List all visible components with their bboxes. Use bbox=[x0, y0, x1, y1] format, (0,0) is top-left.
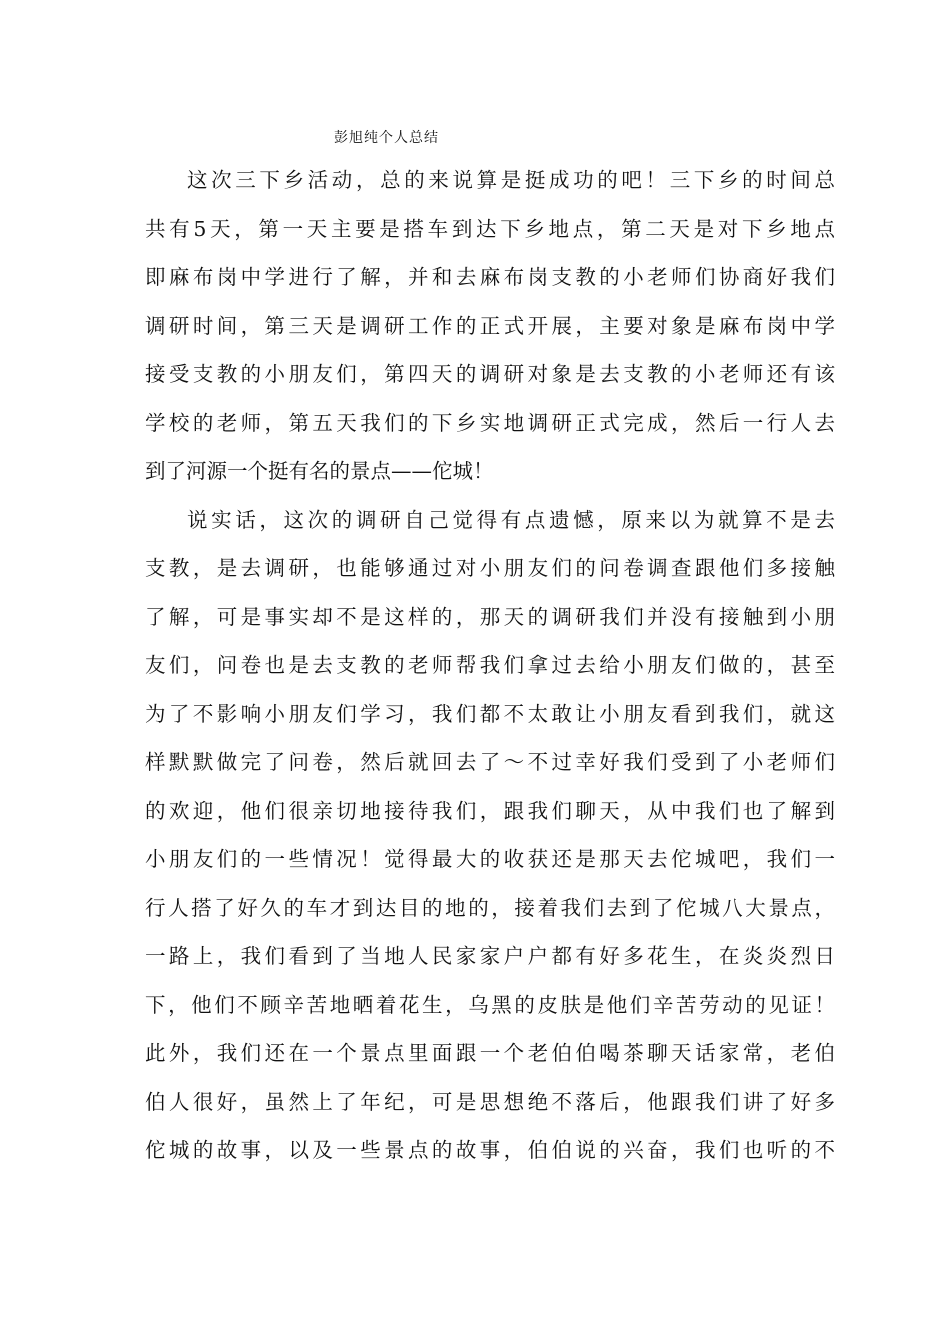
text-line: 共有5天，第一天主要是搭车到达下乡地点，第二天是对下乡地点 bbox=[145, 216, 835, 241]
text-line: 接受支教的小朋友们，第四天的调研对象是去支教的小老师还有该 bbox=[145, 362, 835, 386]
text-line: 此外，我们还在一个景点里面跟一个老伯伯喝茶聊天话家常，老伯 bbox=[145, 1041, 835, 1065]
document-title: 彭旭纯个人总结 bbox=[334, 130, 439, 146]
text-line: 行人搭了好久的车才到达目的地的，接着我们去到了佗城八大景点， bbox=[145, 895, 835, 920]
text-line: 学校的老师，第五天我们的下乡实地调研正式完成，然后一行人去 bbox=[145, 410, 835, 435]
text-line: 说实话，这次的调研自己觉得有点遗憾，原来以为就算不是去 bbox=[187, 507, 835, 532]
document-body bbox=[145, 156, 835, 1175]
text-line: 支教，是去调研，也能够通过对小朋友们的问卷调查跟他们多接触 bbox=[145, 556, 835, 580]
text-line: 到了河源一个挺有名的景点——佗城！ bbox=[145, 459, 494, 483]
paragraph-2 bbox=[145, 496, 835, 1175]
text-line: 小朋友们的一些情况！觉得最大的收获还是那天去佗城吧，我们一 bbox=[145, 847, 835, 871]
text-line: 样默默做完了问卷，然后就回去了～不过幸好我们受到了小老师们 bbox=[145, 750, 835, 774]
text-line: 的欢迎，他们很亲切地接待我们，跟我们聊天，从中我们也了解到 bbox=[145, 798, 835, 823]
text-line: 佗城的故事，以及一些景点的故事，伯伯说的兴奋，我们也听的不 bbox=[145, 1138, 835, 1162]
text-line: 友们，问卷也是去支教的老师帮我们拿过去给小朋友们做的，甚至 bbox=[145, 653, 835, 677]
text-line: 伯人很好，虽然上了年纪，可是思想绝不落后，他跟我们讲了好多 bbox=[145, 1089, 835, 1114]
text-line: 为了不影响小朋友们学习，我们都不太敢让小朋友看到我们，就这 bbox=[145, 701, 835, 726]
text-line: 了解，可是事实却不是这样的，那天的调研我们并没有接触到小朋 bbox=[145, 604, 835, 629]
text-line: 一路上，我们看到了当地人民家家户户都有好多花生，在炎炎烈日 bbox=[145, 944, 835, 968]
paragraph-1 bbox=[145, 156, 835, 496]
text-line: 下，他们不顾辛苦地晒着花生，乌黑的皮肤是他们辛苦劳动的见证！ bbox=[145, 992, 835, 1017]
text-line: 这次三下乡活动，总的来说算是挺成功的吧！三下乡的时间总 bbox=[187, 168, 835, 192]
text-line: 即麻布岗中学进行了解，并和去麻布岗支教的小老师们协商好我们 bbox=[145, 265, 835, 289]
text-line: 调研时间，第三天是调研工作的正式开展，主要对象是麻布岗中学 bbox=[145, 313, 835, 338]
